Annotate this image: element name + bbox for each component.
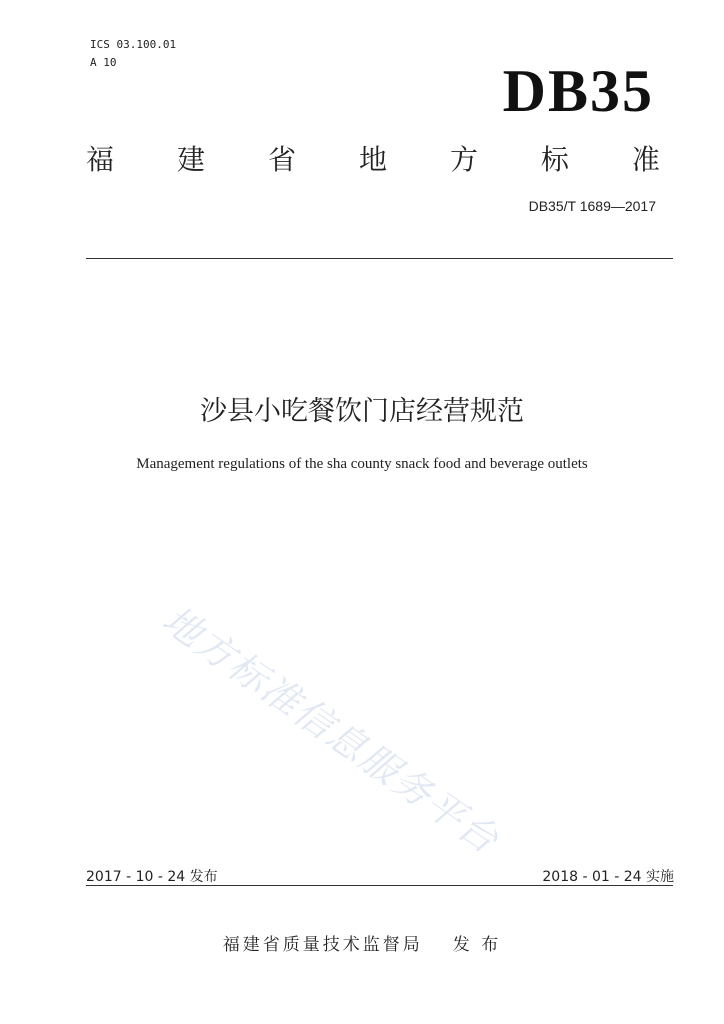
ics-code: ICS 03.100.01 [90, 38, 177, 51]
title-char: 方 [449, 143, 478, 176]
title-char: 福 [86, 143, 115, 176]
watermark: 地方标准信息服务平台 [154, 597, 508, 863]
issue-date: 2017 - 10 - 24 发布 [86, 869, 218, 885]
title-char: 建 [176, 143, 205, 176]
publisher [0, 930, 724, 955]
title-char: 省 [267, 143, 296, 176]
title-char: 准 [631, 143, 660, 176]
document-title-en: Management regulations of the sha county snack food and beverage outlets [136, 456, 588, 472]
document-title-cn: 沙县小吃餐饮门店经营规范 [200, 396, 524, 427]
publish-action: 发 布 [452, 935, 502, 955]
title-char: 地 [358, 143, 387, 176]
publisher-name: 福建省质量技术监督局 [222, 935, 423, 955]
effective-date: 2018 - 01 - 24 实施 [542, 869, 674, 885]
bottom-divider [86, 885, 673, 886]
title-char: 标 [540, 143, 569, 176]
top-divider [86, 258, 673, 259]
classification-codes [90, 36, 176, 72]
db35-logo: DB35 [502, 58, 654, 124]
category-code: A 10 [90, 56, 117, 69]
standard-type-title [86, 140, 660, 180]
standard-number: DB35/T 1689—2017 [528, 198, 656, 214]
